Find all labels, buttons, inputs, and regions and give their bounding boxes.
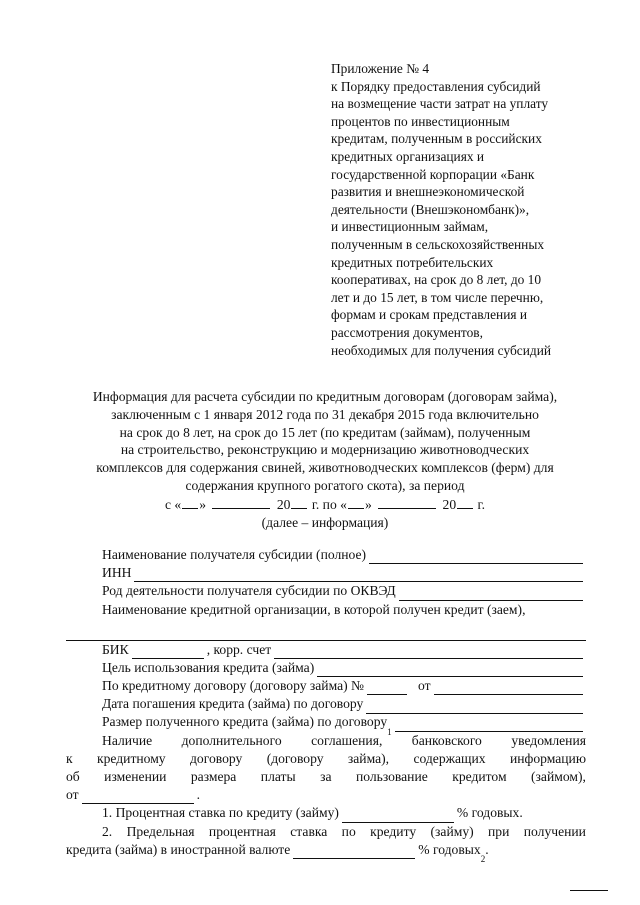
word: к (66, 750, 73, 766)
word: уведомления (511, 732, 586, 748)
rate1-field[interactable] (342, 809, 454, 823)
word: банковского (411, 732, 482, 748)
word: (договору (266, 750, 324, 766)
contract-number-field[interactable] (367, 681, 407, 695)
word: информацию (509, 750, 586, 766)
agreement-line-2 (66, 750, 586, 768)
appendix-line: кредитных организациях и (331, 148, 485, 164)
okved-field[interactable] (399, 587, 583, 601)
word: за (320, 769, 332, 785)
appendix-line: рассмотрения документов, (331, 324, 483, 340)
rate2-row: кредита (займа) в иностранной валюте % годовых 2 . (66, 841, 489, 864)
word: договору (190, 750, 243, 766)
appendix-line: к Порядку предоставления субсидий (331, 78, 541, 94)
word: размера (190, 769, 237, 785)
purpose-row: Цель использования кредита (займа) (66, 659, 586, 677)
rate1-row: 1. Процентная ставка по кредиту (займу) % годовых. (66, 804, 586, 822)
appendix-line: процентов по инвестиционным (331, 113, 510, 129)
word: кредиту (370, 823, 417, 839)
word: об (66, 769, 80, 785)
footnote-separator (570, 890, 608, 891)
word: содержащих (413, 750, 486, 766)
word: (займу) (430, 823, 474, 839)
title-line: на срок до 8 лет, на срок до 15 лет (по кредитам (займам), полученным (119, 424, 531, 440)
word: изменении (104, 769, 167, 785)
word: Предельная (126, 823, 195, 839)
rate2-line-1 (66, 823, 586, 841)
contract-date-field[interactable] (434, 681, 583, 695)
word: по (341, 823, 356, 839)
recipient-name-field[interactable] (369, 550, 583, 564)
agreement-line-3 (66, 768, 586, 786)
word: соглашения, (311, 732, 383, 748)
period-line: с « » 20 г. по « » 20 г. (164, 496, 485, 512)
amount-field[interactable] (395, 718, 583, 732)
word: получении (523, 823, 586, 839)
word: дополнительного (181, 732, 282, 748)
appendix-line: формам и срокам представления и (331, 307, 528, 323)
word: (займом), (531, 769, 586, 785)
title-line: комплексов для содержания свиней, животноводческих комплексов (ферм) для (96, 460, 554, 476)
inn-field[interactable] (134, 568, 583, 582)
purpose-field[interactable] (317, 663, 583, 677)
agreement-line-1 (66, 732, 586, 750)
rate2-field[interactable] (293, 845, 415, 859)
appendix-line: государственной корпорации «Банк (331, 166, 535, 182)
appendix-line: и инвестиционным займам, (331, 219, 489, 235)
word: пользование (355, 769, 428, 785)
appendix-line: лет и до 15 лет, в том числе перечню, (331, 289, 544, 305)
appendix-line: Приложение № 4 (331, 61, 430, 76)
appendix-line: развития и внешнеэкономической (331, 184, 525, 200)
appendix-header (331, 60, 591, 359)
bik-field[interactable] (132, 645, 204, 659)
appendix-line: кредитам, полученным в российских (331, 131, 542, 147)
recipient-name-row: Наименование получателя субсидии (полное) (66, 546, 586, 564)
agreement-date-field[interactable] (82, 790, 194, 804)
word: кредитному (97, 750, 166, 766)
bank-name-row: Наименование кредитной организации, в которой получен кредит (заем), (102, 601, 526, 617)
word: Наличие (102, 732, 153, 748)
okved-row: Род деятельности получателя субсидии по ОКВЭД (66, 582, 586, 600)
inn-row: ИНН (66, 564, 586, 582)
word: кредитом (452, 769, 507, 785)
word: платы (260, 769, 296, 785)
bank-name-field[interactable] (66, 627, 586, 641)
appendix-line: необходимых для получения субсидий (331, 342, 552, 358)
title-line: содержания крупного рогатого скота), за период (185, 477, 465, 493)
title-line: Информация для расчета субсидии по кредитным договорам (договорам займа), (92, 389, 558, 404)
word: процентная (208, 823, 276, 839)
due-date-row: Дата погашения кредита (займа) по договору (66, 695, 586, 713)
word: ставка (290, 823, 328, 839)
bik-row: БИК , корр. счет (66, 641, 586, 659)
appendix-line: на возмещение части затрат на уплату (331, 96, 549, 112)
agreement-from-row: от . (66, 786, 586, 804)
appendix-line: полученным в сельскохозяйственных (331, 236, 545, 252)
title-note: (далее – информация) (261, 514, 389, 530)
bank-name-field-row (66, 619, 586, 641)
title-line: заключенным с 1 января 2012 года по 31 декабря 2015 года включительно (111, 406, 539, 422)
amount-row: Размер полученного кредита (займа) по договору 1 (66, 714, 586, 732)
due-date-field[interactable] (366, 700, 583, 714)
document-title (55, 388, 595, 531)
appendix-line: кооперативах, на срок до 8 лет, до 10 (331, 272, 542, 288)
appendix-line: кредитных потребительских (331, 254, 494, 270)
corr-account-field[interactable] (274, 645, 583, 659)
contract-row: По кредитному договору (договору займа) № от (66, 677, 586, 695)
appendix-line: деятельности (Внешэкономбанк)», (331, 201, 530, 217)
title-line: на строительство, реконструкцию и модернизацию животноводческих (120, 442, 530, 458)
word: займа), (347, 750, 390, 766)
info-form (66, 546, 586, 864)
word: при (488, 823, 510, 839)
word: 2. (102, 823, 113, 839)
